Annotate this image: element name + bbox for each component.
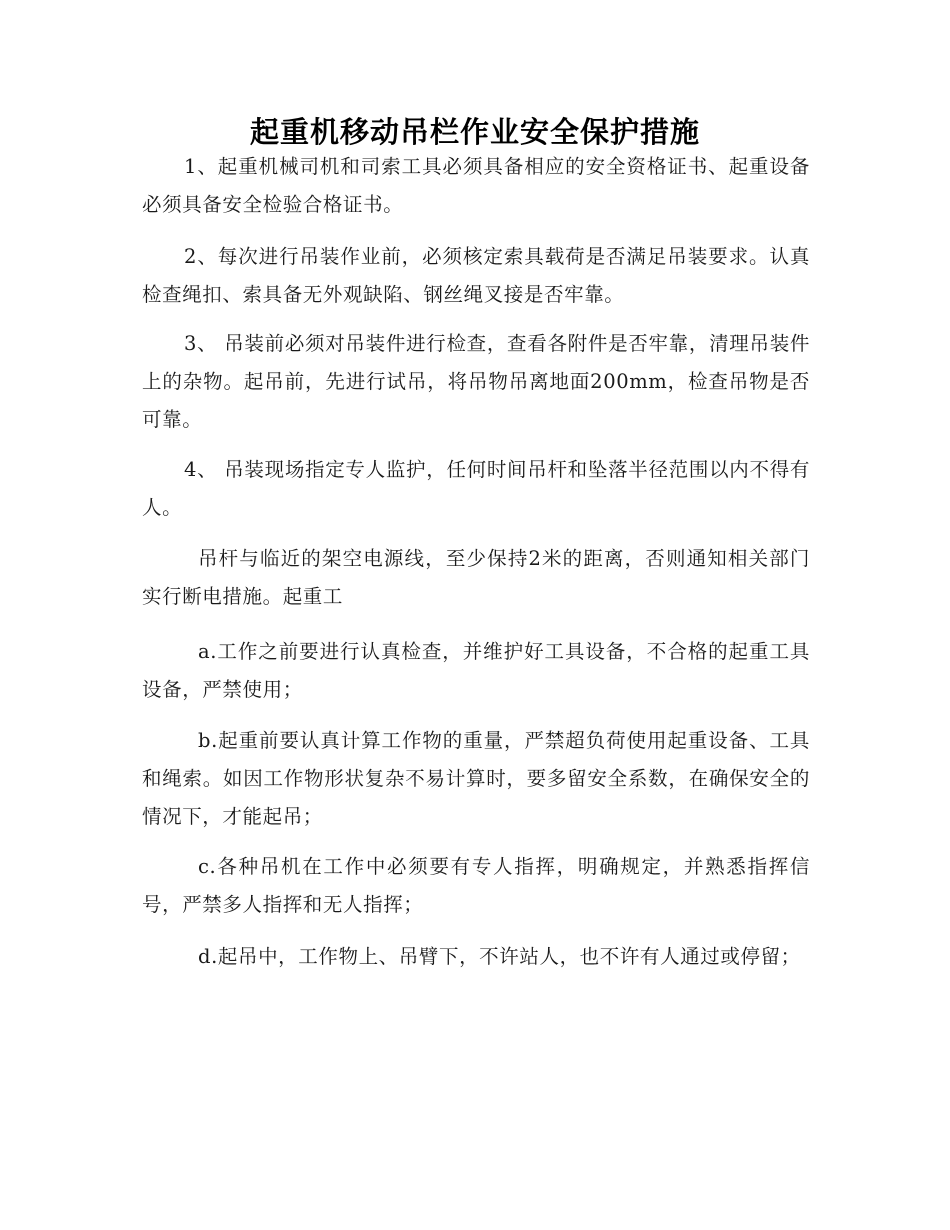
paragraph-3: 3、 吊装前必须对吊装件进行检查，查看各附件是否牢靠，清理吊装件上的杂物。起吊前，先进行试吊，将吊物吊离地面200mm，检查吊物是否可靠。	[142, 332, 810, 431]
paragraph-4: 4、 吊装现场指定专人监护，任何时间吊杆和坠落半径范围以内不得有人。	[142, 458, 810, 519]
paragraph-item-c: c.各种吊机在工作中必须要有专人指挥，明确规定，并熟悉指挥信号，严禁多人指挥和无人指挥；	[142, 855, 810, 916]
paragraph-2: 2、每次进行吊装作业前，必须核定索具载荷是否满足吊装要求。认真检查绳扣、索具备无外观缺陷、钢丝绳叉接是否牢靠。	[142, 245, 810, 306]
paragraph-item-b: b.起重前要认真计算工作物的重量，严禁超负荷使用起重设备、工具和绳索。如因工作物形状复杂不易计算时，要多留安全系数，在确保安全的情况下，才能起吊；	[142, 729, 810, 828]
paragraph-1: 1、起重机械司机和司索工具必须具备相应的安全资格证书、起重设备必须具备安全检验合格证书。	[142, 155, 810, 216]
paragraph-item-a: a.工作之前要进行认真检查，并维护好工具设备，不合格的起重工具设备，严禁使用；	[142, 640, 810, 701]
document-title: 起重机移动吊栏作业安全保护措施	[249, 115, 700, 149]
paragraph-item-d: d.起吊中，工作物上、吊臂下，不许站人，也不许有人通过或停留；	[198, 945, 801, 968]
paragraph-5: 吊杆与临近的架空电源线，至少保持2米的距离，否则通知相关部门实行断电措施。起重工	[142, 547, 810, 608]
